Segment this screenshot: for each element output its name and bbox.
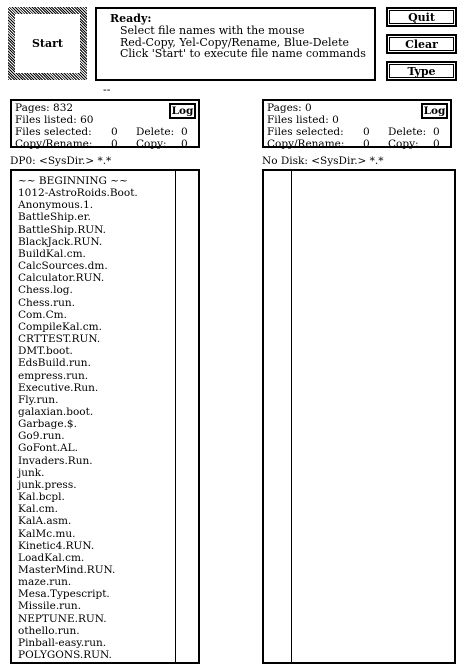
file-list-item[interactable]: Kal.cm.: [18, 503, 58, 516]
file-list-item[interactable]: ~~ BEGINNING ~~: [18, 175, 128, 187]
file-list-item[interactable]: Pinball-easy.run.: [18, 636, 107, 649]
file-list-item[interactable]: KalMc.mu.: [18, 527, 76, 540]
file-list-item[interactable]: POLYGONS.RUN.: [18, 649, 112, 662]
right-disk-info: [262, 99, 452, 148]
file-list-item[interactable]: Invaders.Run.: [18, 454, 93, 467]
right-file-list[interactable]: [262, 169, 456, 664]
file-list-item[interactable]: junk.press.: [18, 478, 77, 491]
file-list-item[interactable]: Kal.bcpl.: [18, 491, 65, 504]
list-divider: [175, 171, 176, 662]
files-selected-value: 0: [111, 126, 118, 138]
copy-rename-value: 0: [111, 138, 118, 150]
clear-button[interactable]: Clear: [386, 34, 457, 54]
file-list-item[interactable]: Go9.run.: [18, 430, 65, 443]
delete-label: Delete:: [388, 126, 427, 138]
left-file-list[interactable]: [10, 169, 200, 664]
file-list-item[interactable]: NEPTUNE.RUN.: [18, 612, 107, 625]
file-list-item[interactable]: Missile.run.: [18, 600, 82, 613]
file-list-item[interactable]: Kinetic4.RUN.: [18, 539, 95, 552]
files-selected-label: Files selected:: [15, 126, 92, 138]
file-list-item[interactable]: Garbage.$.: [18, 418, 77, 431]
file-list-item[interactable]: KalA.asm.: [18, 515, 72, 528]
log-button[interactable]: Log: [421, 103, 448, 119]
file-list-item[interactable]: Com.Cm.: [18, 308, 67, 321]
file-list-item[interactable]: MasterMind.RUN.: [18, 564, 116, 576]
delete-value: 0: [181, 126, 188, 138]
file-list-item[interactable]: othello.run.: [18, 624, 80, 637]
file-list-item[interactable]: Anonymous.1.: [18, 199, 94, 212]
file-list-item[interactable]: Executive.Run.: [18, 381, 99, 394]
status-line: Red-Copy, Yel-Copy/Rename, Blue-Delete: [120, 35, 349, 49]
right-disk-label: No Disk: <SysDir.> *.*: [262, 155, 384, 167]
left-disk-label: DP0: <SysDir.> *.*: [10, 155, 112, 167]
copy-rename-label: Copy/Rename:: [267, 138, 345, 150]
files-selected-value: 0: [363, 126, 370, 138]
status-title: Ready:: [110, 12, 152, 25]
file-list-item[interactable]: galaxian.boot.: [18, 405, 94, 418]
quit-button[interactable]: Quit: [386, 7, 457, 27]
file-list-item[interactable]: maze.run.: [18, 576, 72, 589]
log-button[interactable]: Log: [169, 103, 196, 119]
file-list-item[interactable]: Mesa.Typescript.: [18, 588, 110, 601]
file-list-item[interactable]: CompileKal.cm.: [18, 320, 102, 333]
copy-value: 0: [433, 138, 440, 150]
separator-mark: --: [103, 83, 111, 96]
pages-count: Pages: 832: [15, 102, 74, 114]
type-button[interactable]: Type: [386, 61, 457, 81]
file-list-item[interactable]: Chess.log.: [18, 284, 73, 297]
file-list-item[interactable]: BattleShip.er.: [18, 211, 91, 224]
file-list-item[interactable]: EdsBuild.run.: [18, 357, 91, 370]
file-list-item[interactable]: Fly.run.: [18, 393, 59, 406]
files-listed-count: Files listed: 0: [267, 114, 339, 126]
file-list-item[interactable]: 1012-AstroRoids.Boot.: [18, 187, 138, 200]
left-disk-info: [10, 99, 200, 148]
file-list-item[interactable]: Calculator.RUN.: [18, 272, 105, 285]
file-list-item[interactable]: BlackJack.RUN.: [18, 235, 103, 248]
copy-label: Copy:: [136, 138, 167, 150]
copy-rename-label: Copy/Rename:: [15, 138, 93, 150]
copy-value: 0: [181, 138, 188, 150]
status-line: Click 'Start' to execute file name commands: [120, 47, 366, 60]
status-message-box: [95, 7, 376, 81]
delete-value: 0: [433, 126, 440, 138]
delete-label: Delete:: [136, 126, 175, 138]
status-line: Select file names with the mouse: [120, 24, 305, 37]
file-list-item[interactable]: DMT.boot.: [18, 345, 73, 358]
copy-label: Copy:: [388, 138, 419, 150]
file-list-item[interactable]: junk.: [18, 466, 45, 479]
file-list-item[interactable]: BattleShip.RUN.: [18, 223, 106, 236]
file-list-item[interactable]: CalcSources.dm.: [18, 260, 108, 273]
file-list-item[interactable]: CRTTEST.RUN.: [18, 333, 101, 346]
pages-count: Pages: 0: [267, 102, 312, 114]
list-divider: [291, 171, 292, 662]
file-list-item[interactable]: GoFont.AL.: [18, 442, 78, 455]
file-list-item[interactable]: Chess.run.: [18, 296, 76, 309]
file-list-item[interactable]: LoadKal.cm.: [18, 551, 85, 564]
start-button[interactable]: [8, 7, 87, 80]
copy-rename-value: 0: [363, 138, 370, 150]
start-button-label: Start: [15, 14, 80, 73]
files-listed-count: Files listed: 60: [15, 114, 94, 126]
file-list-item[interactable]: empress.run.: [18, 369, 89, 382]
file-list-item[interactable]: BuildKal.cm.: [18, 247, 86, 260]
files-selected-label: Files selected:: [267, 126, 344, 138]
file-name-list[interactable]: [18, 175, 138, 661]
